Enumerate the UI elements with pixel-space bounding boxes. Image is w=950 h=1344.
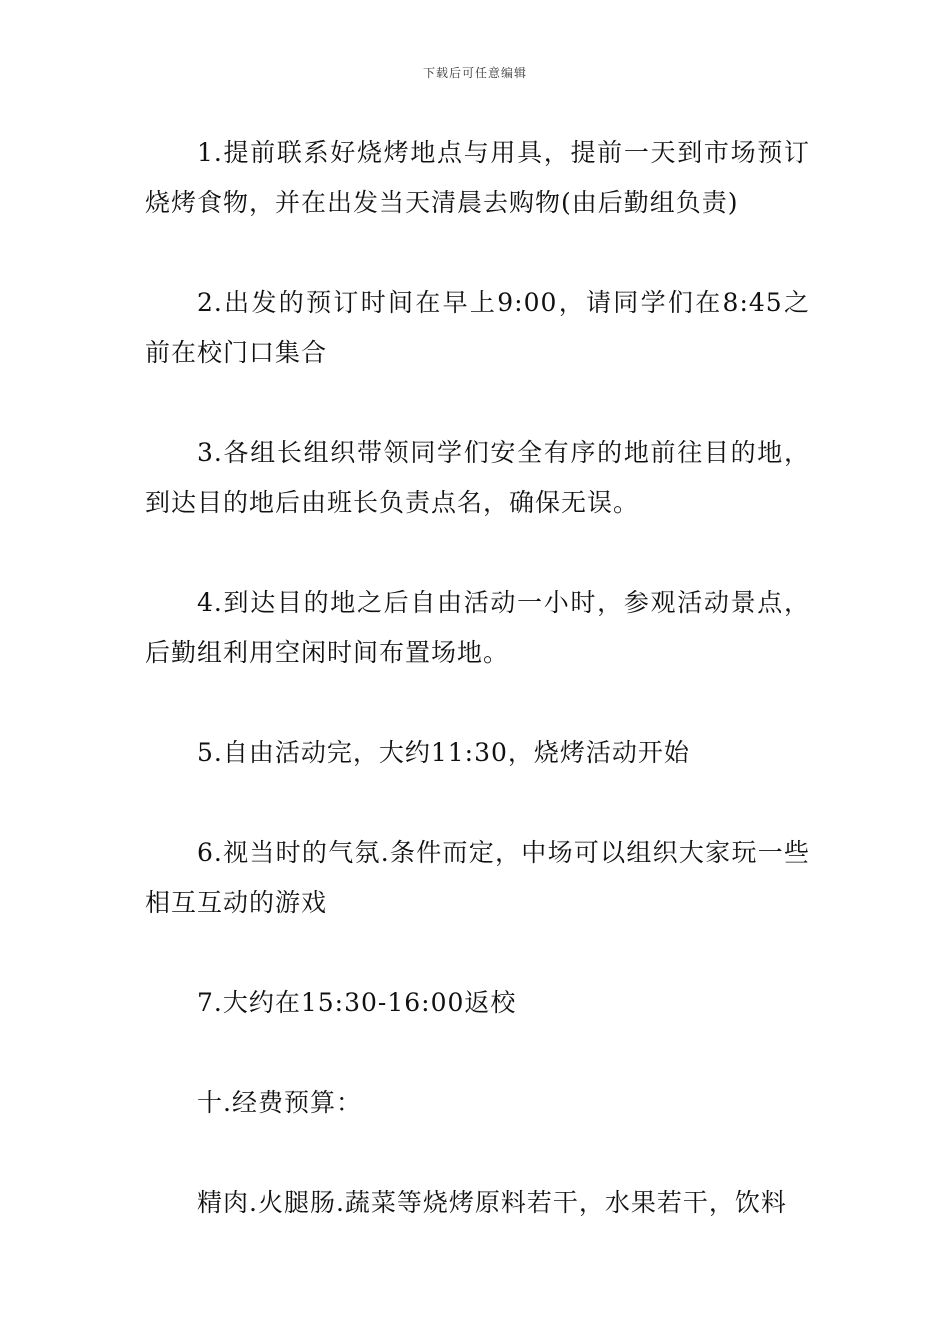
section-heading-budget: 十.经费预算： [197, 1088, 362, 1117]
paragraph-step-5: 5.自由活动完，大约11:30，烧烤活动开始 [197, 738, 690, 767]
paragraph-step-7: 7.大约在15:30-16:00返校 [197, 988, 517, 1017]
paragraph-budget-items: 精肉.火腿肠.蔬菜等烧烤原料若干，水果若干，饮料 [197, 1188, 787, 1217]
document-body [145, 128, 810, 1278]
paragraph-step-4: 4.到达目的地之后自由活动一小时，参观活动景点，后勤组利用空闲时间布置场地。 [145, 588, 810, 667]
page-header: 下载后可任意编辑 [422, 66, 527, 80]
paragraph-step-2: 2.出发的预订时间在早上9:00，请同学们在8:45之前在校门口集合 [145, 288, 810, 367]
paragraph-step-6: 6.视当时的气氛.条件而定，中场可以组织大家玩一些相互互动的游戏 [145, 838, 810, 917]
paragraph-step-1: 1.提前联系好烧烤地点与用具，提前一天到市场预订烧烤食物，并在出发当天清晨去购物(由后勤组负责) [145, 138, 810, 217]
paragraph-step-3: 3.各组长组织带领同学们安全有序的地前往目的地，到达目的地后由班长负责点名，确保无误。 [145, 438, 810, 517]
